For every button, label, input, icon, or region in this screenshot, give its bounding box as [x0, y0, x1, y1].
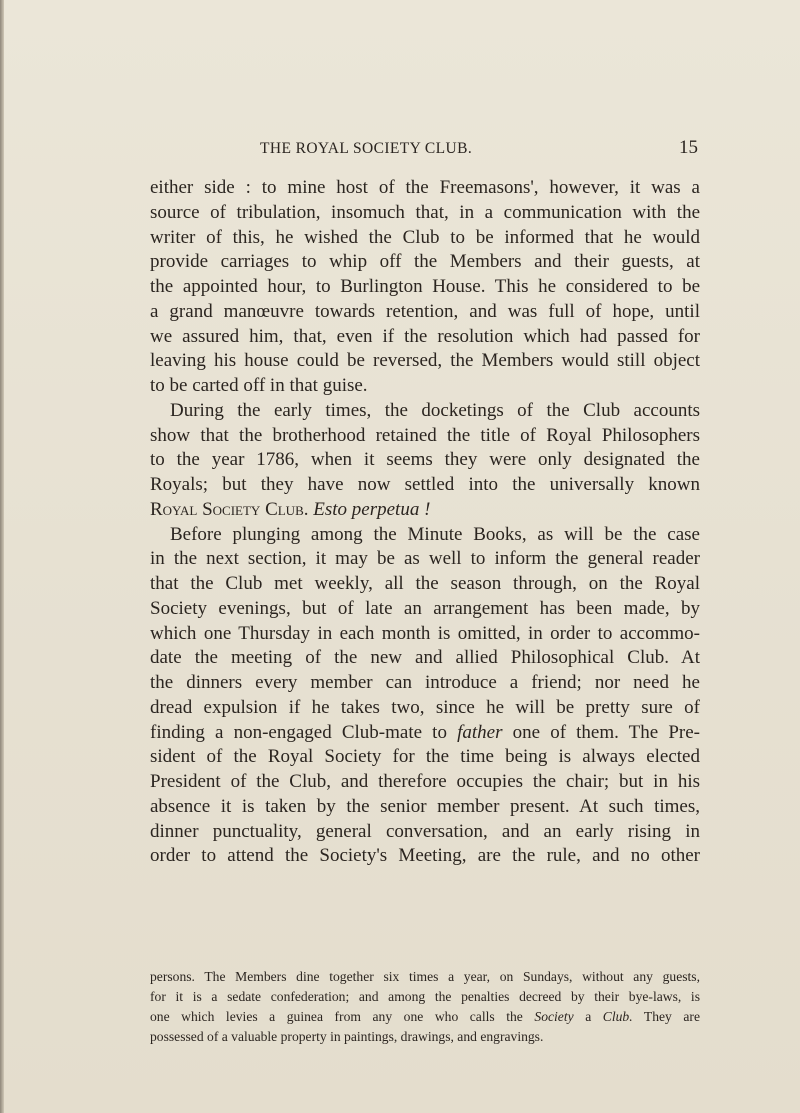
text-line: dread expulsion if he takes two, since he will be pretty sure of — [150, 696, 700, 718]
text-line: Royals; but they have now settled into the universally known — [150, 474, 700, 495]
italic-word: Club. — [602, 1009, 633, 1024]
text-line: date the meeting of the new and allied Philosophical Club. At — [150, 647, 700, 669]
text-line: sident of the Royal Society for the time being is always elected — [150, 746, 700, 768]
note-line: possessed of a valuable property in paintings, drawings, and engravings. — [150, 1029, 544, 1044]
text-line: source of tribulation, insomuch that, in a communication with the — [150, 201, 700, 223]
text-segment: a — [585, 1009, 592, 1024]
note-line: persons. The Members dine together six times a year, on Sundays, without any guests, — [150, 969, 700, 984]
note-line: for it is a sedate confederation; and among the penalties decreed by their bye-laws, is — [150, 989, 700, 1004]
text-line: Society evenings, but of late an arrangement has been made, by — [150, 597, 700, 619]
italic-word: father — [457, 721, 503, 743]
text-segment: one which levies a guinea from any one who calls the — [150, 1009, 523, 1024]
text-line: which one Thursday in each month is omitted, in order to accommo- — [150, 622, 700, 644]
motto-italic: Esto perpetua ! — [313, 498, 431, 520]
main-text — [150, 176, 700, 869]
text-line: the appointed hour, to Burlington House. This he considered to be — [150, 276, 700, 297]
text-line: that the Club met weekly, all the season through, on the Royal — [150, 573, 700, 594]
text-line: dinner punctuality, general conversation, and an early rising in — [150, 820, 700, 842]
text-line: in the next section, it may be as well to inform the general reader — [150, 548, 700, 570]
page-gutter-edge — [0, 0, 4, 1113]
text-line: the dinners every member can introduce a friend; nor need he — [150, 672, 700, 693]
text-line — [150, 498, 700, 523]
text-line: provide carriages to whip off the Members and their guests, at — [150, 251, 700, 273]
text-line: show that the brotherhood retained the title of Royal Philosophers — [150, 424, 700, 446]
text-segment: one of them. The Pre- — [512, 721, 701, 743]
text-line: writer of this, he wished the Club to be informed that he would — [150, 226, 700, 248]
text-line: Before plunging among the Minute Books, as will be the case — [170, 523, 700, 545]
italic-word: Society — [534, 1009, 574, 1024]
text-line: leaving his house could be reversed, the Members would still object — [150, 350, 700, 372]
text-line: President of the Club, and therefore occupies the chair; but in his — [150, 771, 700, 792]
text-segment: finding a non-engaged Club-mate to — [150, 721, 447, 743]
text-line: During the early times, the docketings of the Club accounts — [170, 399, 700, 421]
page-number: 15 — [679, 137, 698, 158]
text-line: absence it is taken by the senior member present. At such times, — [150, 795, 700, 817]
text-line — [150, 721, 700, 746]
text-line: either side : to mine host of the Freemasons', however, it was a — [150, 177, 700, 198]
small-print-continuation — [150, 967, 700, 1047]
text-line: we assured him, that, even if the resolution which had passed for — [150, 325, 700, 347]
club-name-small-caps: Royal Society Club. — [150, 498, 309, 520]
note-line — [150, 1007, 700, 1027]
text-line: order to attend the Society's Meeting, are the rule, and no other — [150, 845, 700, 867]
page-header — [150, 137, 700, 164]
text-line: to the year 1786, when it seems they were only designated the — [150, 449, 700, 471]
text-segment: They are — [643, 1009, 700, 1024]
running-head: THE ROYAL SOCIETY CLUB. — [260, 140, 473, 157]
text-line: a grand manœuvre towards retention, and was full of hope, until — [150, 300, 700, 322]
text-line: to be carted off in that guise. — [150, 375, 368, 396]
